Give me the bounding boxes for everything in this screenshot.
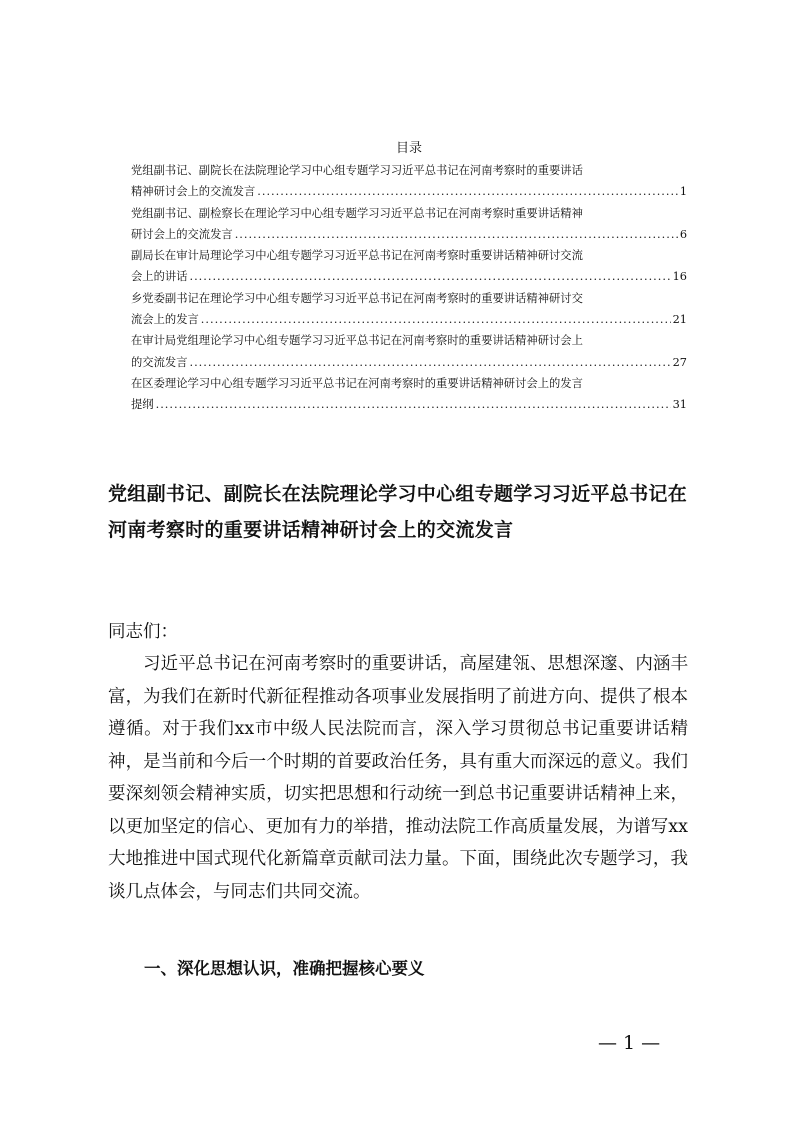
- toc-entry-title: 副局长在审计局理论学习中心组专题学习习近平总书记在河南考察时重要讲话精神研讨交流: [131, 249, 583, 263]
- section-heading: 一、深化思想认识，准确把握核心要义: [144, 959, 425, 978]
- page-number: — 1 —: [598, 1032, 661, 1054]
- toc-entry-title: 乡党委副书记在理论学习中心组专题学习习近平总书记在河南考察时的重要讲话精神研讨交: [131, 291, 583, 305]
- toc-entry-title: 在区委理论学习中心组专题学习习近平总书记在河南考察时的重要讲话精神研讨会上的发言: [131, 376, 583, 390]
- toc-entry-line: [131, 224, 687, 245]
- toc-entry-title-continued: 流会上的发言: [131, 313, 199, 327]
- toc-page-number: 21: [672, 313, 687, 327]
- table-of-contents: [131, 140, 687, 416]
- toc-leader-dots: [257, 181, 678, 202]
- toc-leader-dots: [190, 266, 671, 287]
- document-title: 党组副书记、副院长在法院理论学习中心组专题学习习近平总书记在河南考察时的重要讲话精神研讨会上的交流发言: [108, 483, 688, 541]
- toc-entry-title-continued: 研讨会上的交流发言: [131, 227, 233, 241]
- toc-entry[interactable]: [131, 288, 687, 331]
- toc-entry-line: [131, 309, 687, 330]
- toc-entry-line: [131, 394, 687, 415]
- toc-entry[interactable]: [131, 245, 687, 288]
- toc-entry-title: 党组副书记、副检察长在理论学习中心组专题学习习近平总书记在河南考察时重要讲话精神: [131, 206, 583, 220]
- toc-entry-line: [131, 266, 687, 287]
- toc-entry[interactable]: [131, 330, 687, 373]
- toc-entry[interactable]: [131, 373, 687, 416]
- toc-leader-dots: [235, 224, 678, 245]
- toc-leader-dots: [156, 394, 671, 415]
- toc-page-number: 16: [672, 270, 687, 284]
- toc-title: 目录: [395, 141, 422, 156]
- toc-entry-line: [131, 352, 687, 373]
- toc-page-number: 1: [679, 185, 687, 199]
- body-paragraph: 习近平总书记在河南考察时的重要讲话，高屋建瓴、思想深邃、内涵丰富，为我们在新时代新征程推动各项事业发展指明了前进方向、提供了根本遵循。对于我们xx市中级人民法院而言，深入学习贯彻总书记重要讲话精神，是当前和今后一个时期的首要政治任务，具有重大而深远的意义。我们要深刻领会精神实质，切实把思想和行动统一到总书记重要讲话精神上来，以更加坚定的信心、更加有力的举措，推动法院工作高质量发展，为谱写xx大地推进中国式现代化新篇章贡献司法力量。下面，围绕此次专题学习，我谈几点体会，与同志们共同交流。: [108, 654, 688, 902]
- toc-entry-title-continued: 提纲: [131, 398, 154, 412]
- toc-entry-title-continued: 精神研讨会上的交流发言: [131, 185, 256, 199]
- toc-leader-dots: [201, 309, 671, 330]
- toc-leader-dots: [190, 352, 671, 373]
- toc-page-number: 27: [672, 355, 687, 369]
- toc-entry-line: [131, 181, 687, 202]
- toc-entry-title-continued: 的交流发言: [131, 355, 188, 369]
- salutation: 同志们：: [108, 622, 178, 642]
- toc-entry-title: 在审计局党组理论学习中心组专题学习习近平总书记在河南考察时的重要讲话精神研讨会上: [131, 334, 583, 348]
- toc-entry[interactable]: [131, 160, 687, 203]
- toc-entry[interactable]: [131, 203, 687, 246]
- toc-page-number: 6: [679, 227, 687, 241]
- toc-entry-title: 党组副书记、副院长在法院理论学习中心组专题学习习近平总书记在河南考察时的重要讲话: [131, 164, 583, 177]
- toc-page-number: 31: [672, 398, 687, 412]
- toc-entry-title-continued: 会上的讲话: [131, 270, 188, 284]
